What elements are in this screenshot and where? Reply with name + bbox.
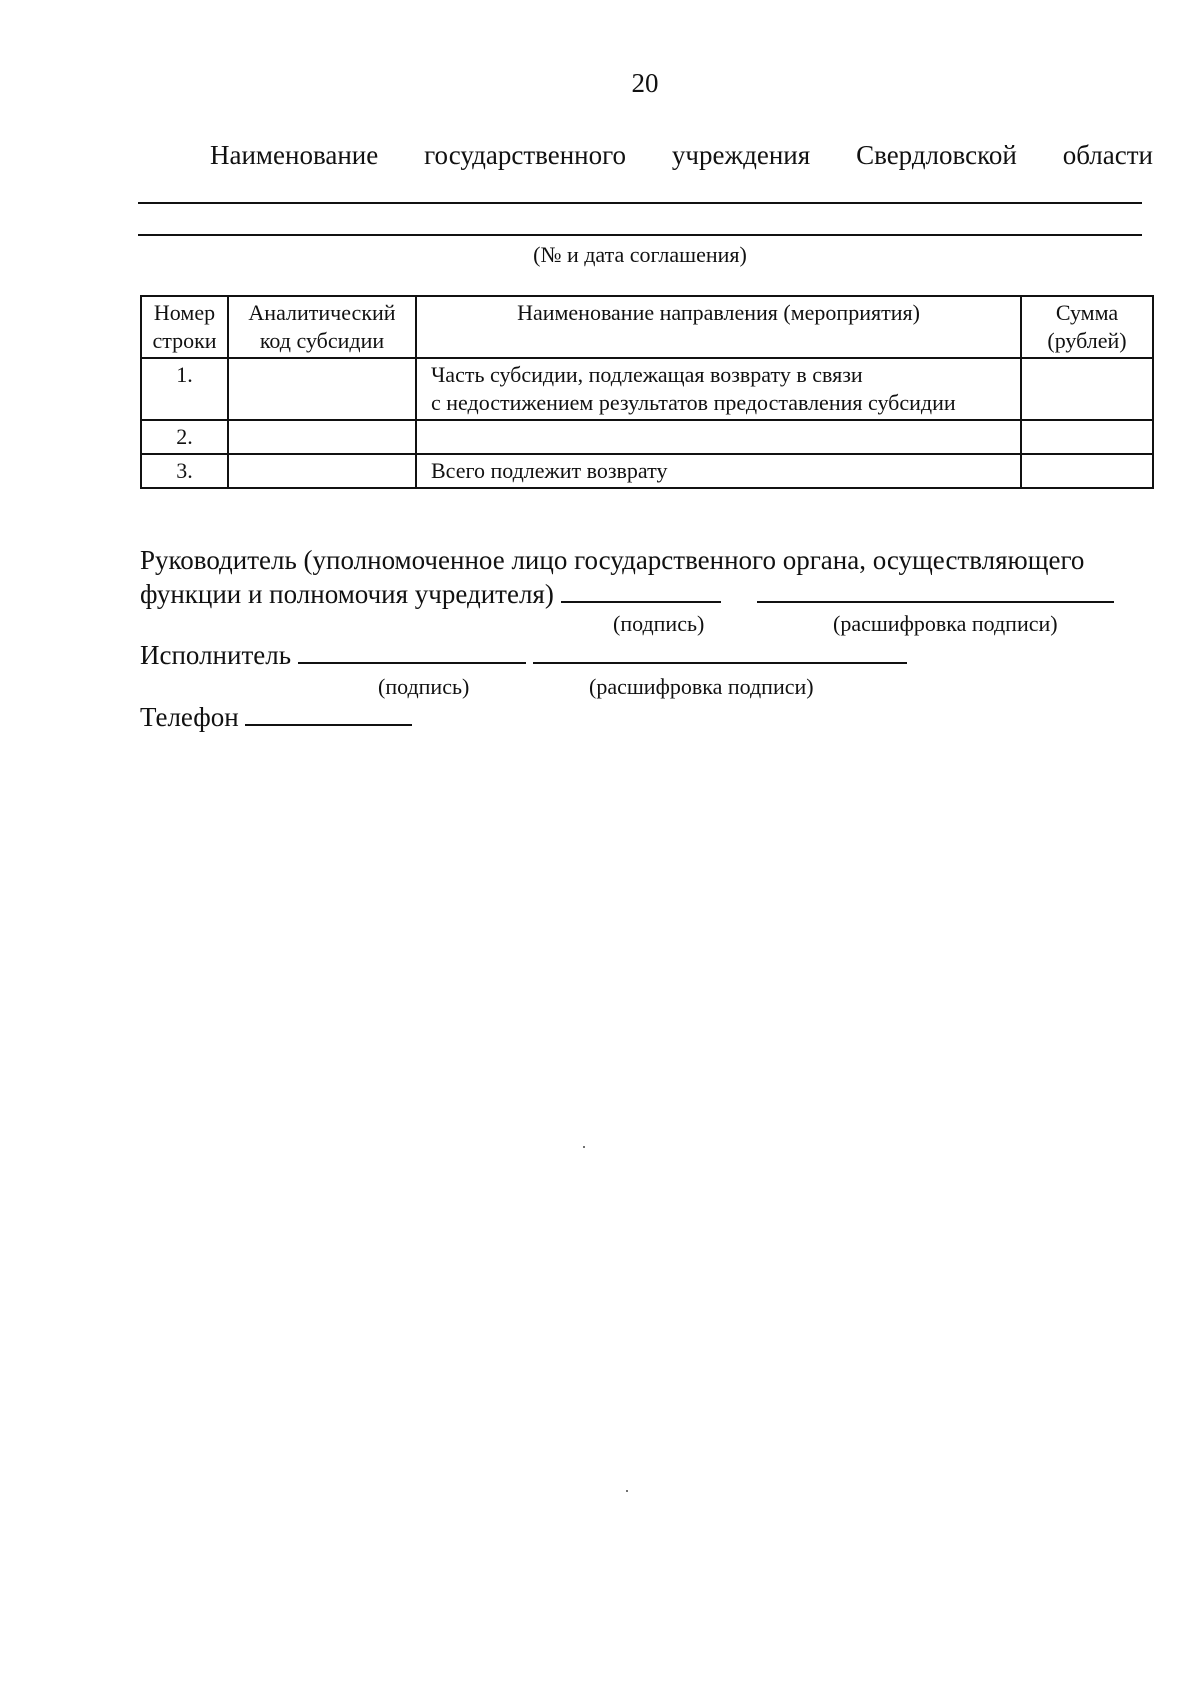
agreement-blank-line (138, 234, 1142, 236)
table-row (141, 358, 1153, 420)
heading-word: государственного (424, 140, 627, 170)
executor-row (140, 640, 907, 671)
header-analytic-code (228, 296, 416, 358)
header-line: Аналитический (248, 300, 396, 325)
institution-name-blank-line (138, 202, 1142, 204)
cell-direction-name (416, 420, 1021, 454)
header-line: Наименование направления (мероприятия) (517, 300, 920, 325)
agreement-caption: (№ и дата соглашения) (533, 242, 747, 267)
heading-word: Свердловской (856, 140, 1017, 170)
manager-text-label: функции и полномочия учредителя) (140, 579, 554, 609)
header-line: (рублей) (1047, 328, 1127, 353)
cell-line: с недостижением результатов предоставления субсидии (431, 390, 956, 415)
header-row-number (141, 296, 228, 358)
executor-signature-caption: (подпись) (378, 674, 470, 699)
header-line: строки (152, 328, 217, 353)
phone-label: Телефон (140, 702, 239, 732)
manager-signature-decode-field[interactable] (757, 579, 1114, 603)
executor-decode-caption: (расшифровка подписи) (589, 674, 814, 699)
table-header-row (141, 296, 1153, 358)
page-number: 20 (631, 68, 659, 98)
executor-signature-field[interactable] (298, 640, 526, 664)
executor-label: Исполнитель (140, 640, 292, 670)
institution-name-heading (210, 140, 1153, 171)
cell-line: Часть субсидии, подлежащая возврату в связи (431, 362, 863, 387)
cell-direction-name (416, 358, 1021, 420)
cell-sum (1021, 358, 1153, 420)
manager-text-line: Руководитель (уполномоченное лицо государственного органа, осуществляющего (140, 545, 1085, 575)
phone-field[interactable] (245, 702, 412, 726)
executor-signature-decode-field[interactable] (533, 640, 907, 664)
scan-speck (583, 1146, 585, 1148)
subsidy-return-table (140, 295, 1154, 489)
header-sum (1021, 296, 1153, 358)
cell-row-number: 3. (141, 454, 228, 488)
cell-row-number: 2. (141, 420, 228, 454)
manager-signature-field[interactable] (561, 579, 721, 603)
manager-decode-caption: (расшифровка подписи) (833, 611, 1058, 636)
cell-sum (1021, 420, 1153, 454)
scan-speck (626, 1490, 628, 1492)
heading-word: учреждения (671, 140, 811, 170)
cell-row-number: 1. (141, 358, 228, 420)
cell-analytic-code (228, 420, 416, 454)
header-line: код субсидии (259, 328, 385, 353)
heading-word: Наименование (210, 140, 379, 170)
heading-word: области (1062, 140, 1153, 170)
phone-row (140, 702, 412, 733)
table-row (141, 454, 1153, 488)
cell-analytic-code (228, 358, 416, 420)
header-direction-name (416, 296, 1021, 358)
cell-sum (1021, 454, 1153, 488)
cell-direction-name: Всего подлежит возврату (416, 454, 1021, 488)
manager-signature-caption: (подпись) (613, 611, 705, 636)
cell-analytic-code (228, 454, 416, 488)
header-line: Сумма (1055, 300, 1119, 325)
header-line: Номер (153, 300, 216, 325)
manager-text-line-2 (140, 577, 1160, 611)
manager-signature-block (140, 543, 1160, 611)
table-row (141, 420, 1153, 454)
